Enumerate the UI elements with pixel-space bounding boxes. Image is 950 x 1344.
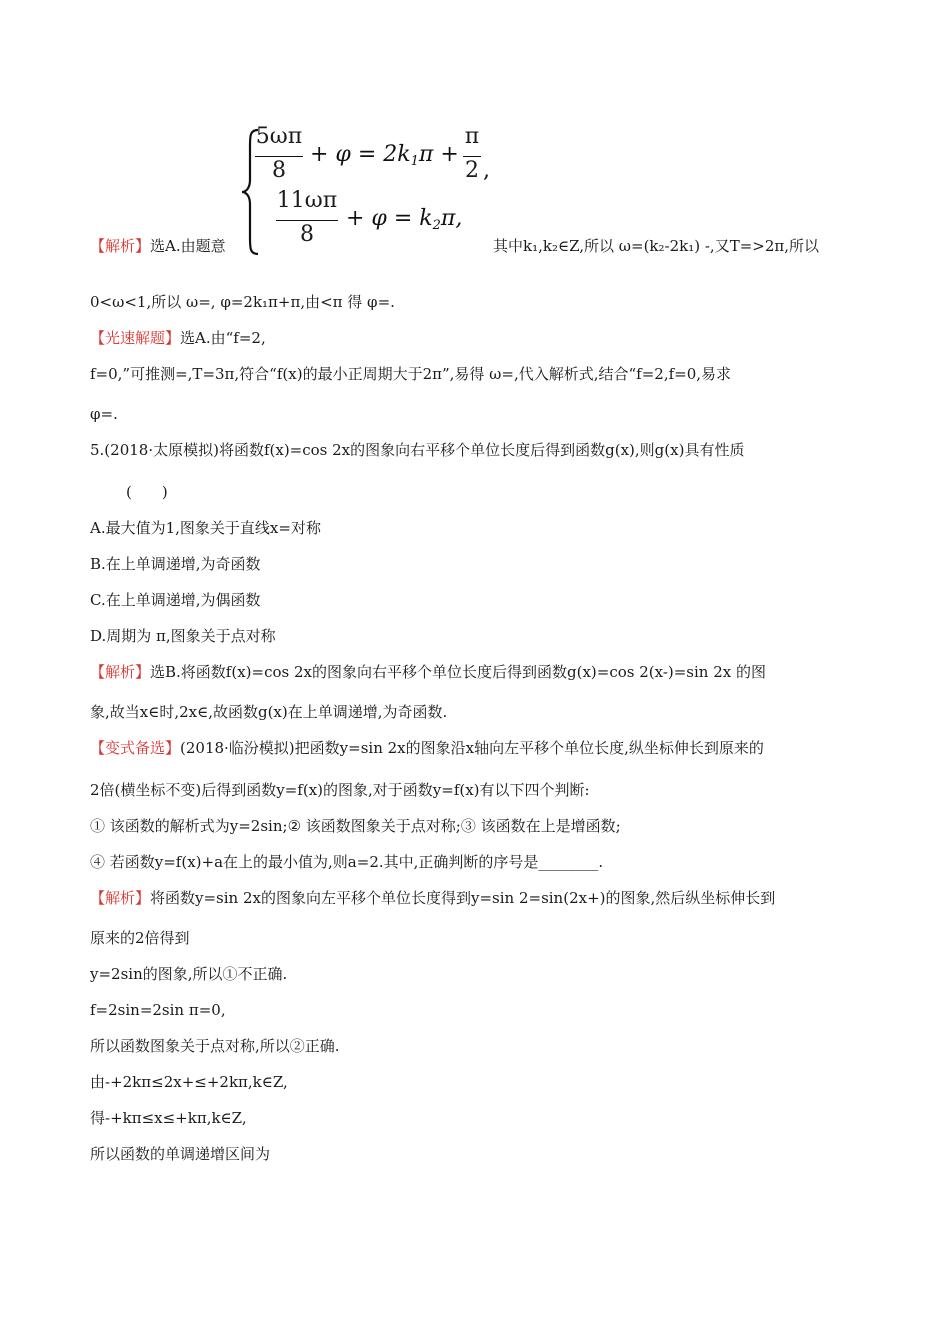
variant-line-3: ① 该函数的解析式为y=2sin;② 该函数图象关于点对称;③ 该函数在上是增函数; [90,817,621,835]
variant-analysis-line-3: y=2sin的图象,所以①不正确. [90,965,288,983]
row2-frac-bar [276,220,338,221]
row2-equation-text: + $\varphi = k_2\pi$, [346,206,463,233]
text-line-3: 【光速解题】选A.由“f=2, [90,329,266,347]
answer-blank: ( ) [126,483,168,501]
variant-analysis-line-5: 所以函数图象关于点对称,所以②正确. [90,1037,340,1055]
variant-analysis-line-2: 原来的2倍得到 [90,929,190,947]
text-line-4: f=0,”可推测=,T=3π,符合“f(x)的最小正周期大于2π”,易得 ω=,代入解析式,结合“f=2,f=0,易求 [90,365,732,383]
option-d: D.周期为 π,图象关于点对称 [90,627,276,645]
row2-frac-denominator: 8 [300,222,314,247]
line-1-analysis: 【解析】选A.由题意 [90,237,226,255]
row1-comma: , [483,158,490,183]
row1-frac2-denominator: 2 [465,158,479,183]
row2-frac-numerator: 11ωπ [276,188,338,213]
variant-analysis-line-8: 所以函数的单调递增区间为 [90,1145,271,1163]
row1-equation-text: + $\varphi = 2k_1\pi$ + [310,142,459,169]
variant-analysis-line-1: 【解析】将函数y=sin 2x的图象向左平移个单位长度得到y=sin 2=sin(2x+)的图象,然后纵坐标伸长到 [90,889,776,907]
row1-frac2-bar [463,156,481,157]
row1-frac1-numerator: 5ωπ [255,124,303,149]
analysis-5-line-2: 象,故当x∈时,2x∈,故函数g(x)在上单调递增,为奇函数. [90,703,448,721]
question-5: 5.(2018·太原模拟)将函数f(x)=cos 2x的图象向右平移个单位长度后得到函数g(x),则g(x)具有性质 [90,441,745,459]
option-b: B.在上单调递增,为奇函数 [90,555,261,573]
variant-analysis-line-7: 得-+kπ≤x≤+kπ,k∈Z, [90,1109,247,1127]
option-a: A.最大值为1,图象关于直线x=对称 [90,519,321,537]
variant-analysis-line-4: f=2sin=2sin π=0, [90,1001,226,1019]
option-c: C.在上单调递增,为偶函数 [90,591,261,609]
variant-analysis-line-6: 由-+2kπ≤2x+≤+2kπ,k∈Z, [90,1073,288,1091]
row1-frac2-numerator: π [464,124,480,149]
text-line-2: 0<ω<1,所以 ω=, φ=2k₁π+π,由<π 得 φ=. [90,293,395,311]
variant-line-4: ④ 若函数y=f(x)+a在上的最小值为,则a=2.其中,正确判断的序号是________. [90,853,604,871]
row1-frac1-bar [255,156,303,157]
text-line-5: φ=. [90,405,118,423]
line-1-tail: 其中k₁,k₂∈Z,所以 ω=(k₂-2k₁) -,又T=>2π,所以 [493,237,820,255]
variant-line-1: 【变式备选】(2018·临汾模拟)把函数y=sin 2x的图象沿x轴向左平移个单位长度,纵坐标伸长到原来的 [90,739,764,757]
row1-frac1-denominator: 8 [272,158,286,183]
variant-line-2: 2倍(横坐标不变)后得到函数y=f(x)的图象,对于函数y=f(x)有以下四个判断: [90,781,590,799]
analysis-5-line-1: 【解析】选B.将函数f(x)=cos 2x的图象向右平移个单位长度后得到函数g(x)=cos 2(x-)=sin 2x 的图 [90,663,766,681]
